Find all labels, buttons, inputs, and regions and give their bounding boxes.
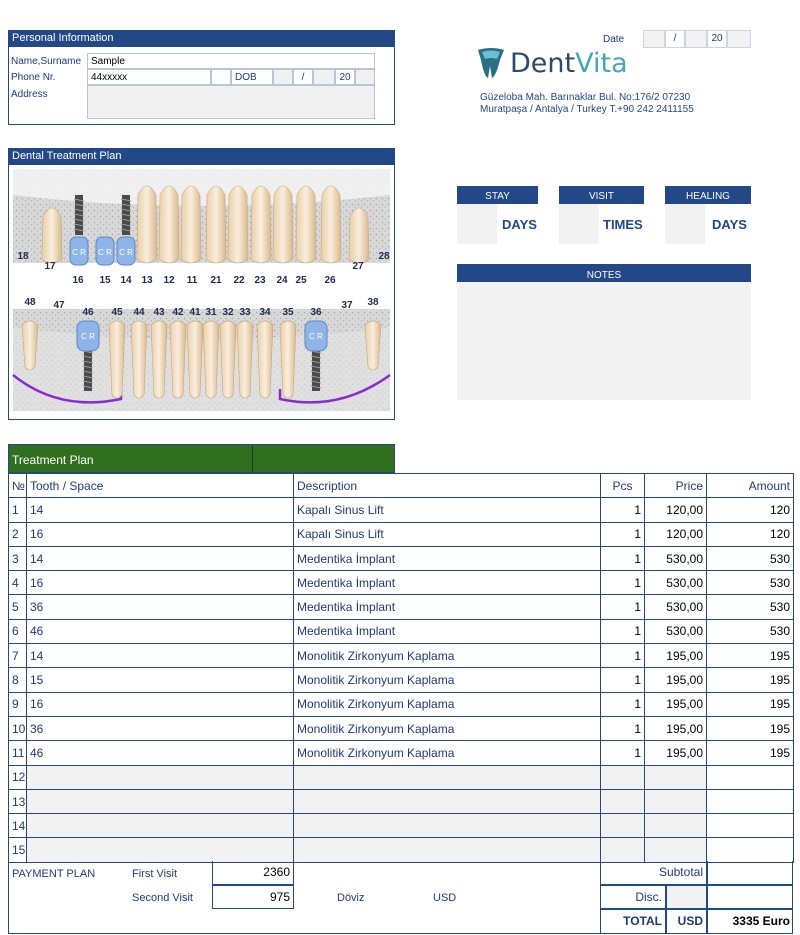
- table-row-empty[interactable]: [9, 765, 794, 789]
- treatment-plan-title: Treatment Plan: [12, 453, 94, 467]
- date-separator: /: [665, 30, 685, 48]
- personal-information-title: Personal Information: [8, 30, 395, 47]
- empty-cell[interactable]: [707, 814, 794, 838]
- row-pcs: 1: [601, 668, 645, 692]
- header-divider: [252, 445, 253, 474]
- table-row[interactable]: [9, 619, 794, 643]
- healing-input[interactable]: [665, 204, 705, 244]
- disc-amount[interactable]: [707, 885, 793, 909]
- upper-tooth[interactable]: [96, 237, 114, 265]
- col-amount-header: Amount: [707, 474, 794, 498]
- row-description: Medentika İmplant: [294, 595, 601, 619]
- row-number: 3: [9, 546, 27, 570]
- row-pcs: 1: [601, 692, 645, 716]
- payment-plan-label: PAYMENT PLAN: [12, 868, 96, 880]
- row-description: Monolitik Zirkonyum Kaplama: [294, 644, 601, 668]
- tooth-shape: [251, 186, 271, 263]
- tooth-shape: [131, 321, 147, 398]
- row-tooth: 46: [27, 741, 294, 765]
- upper-tooth[interactable]: [181, 186, 201, 263]
- row-pcs: 1: [601, 571, 645, 595]
- tooth-shape: [159, 186, 179, 263]
- crown-label: C R: [72, 248, 86, 257]
- tooth-shape: [321, 186, 341, 263]
- dental-treatment-plan-panel: [8, 148, 395, 420]
- row-amount: 530: [707, 546, 794, 570]
- upper-tooth-number: 17: [44, 261, 56, 272]
- table-row[interactable]: [9, 595, 794, 619]
- row-tooth: 14: [27, 644, 294, 668]
- second-visit-value[interactable]: 975: [212, 885, 294, 909]
- tooth-shape: [137, 186, 157, 263]
- empty-cell[interactable]: [601, 838, 645, 862]
- table-row[interactable]: [9, 546, 794, 570]
- currency-value: USD: [433, 892, 457, 904]
- tooth-shape: [296, 186, 316, 263]
- clinic-address-line2: Muratpaşa / Antalya / Turkey T.+90 242 2411155: [480, 104, 694, 115]
- upper-tooth-number: 15: [99, 275, 111, 286]
- tooth-shape: [228, 186, 248, 263]
- visit-input[interactable]: [559, 204, 599, 244]
- empty-cell[interactable]: [707, 838, 794, 862]
- total-currency: USD: [666, 909, 707, 933]
- lower-tooth-number: 38: [367, 297, 379, 308]
- crown-label: C R: [98, 248, 112, 257]
- row-number: 2: [9, 522, 27, 546]
- stay-input[interactable]: [457, 204, 497, 244]
- second-visit-label: Second Visit: [132, 892, 193, 904]
- table-row[interactable]: [9, 571, 794, 595]
- empty-cell[interactable]: [27, 765, 294, 789]
- row-pcs: 1: [601, 595, 645, 619]
- dentvita-logo-text: [510, 48, 628, 79]
- row-description: Monolitik Zirkonyum Kaplama: [294, 692, 601, 716]
- phone-field[interactable]: 44xxxxx: [87, 69, 211, 85]
- row-pcs: 1: [601, 716, 645, 740]
- lower-tooth[interactable]: [22, 321, 38, 370]
- upper-tooth-number: 16: [72, 275, 84, 286]
- empty-cell[interactable]: [645, 838, 707, 862]
- empty-cell[interactable]: [27, 814, 294, 838]
- row-tooth: 16: [27, 571, 294, 595]
- empty-cell[interactable]: [294, 838, 601, 862]
- phone-label: Phone Nr.: [11, 72, 56, 83]
- upper-tooth[interactable]: [251, 186, 271, 263]
- tooth-shape: [42, 208, 62, 263]
- row-price: 530,00: [645, 595, 707, 619]
- treatment-plan-header: [8, 444, 395, 473]
- col-pcs-header: Pcs: [601, 474, 645, 498]
- disc-label: Disc.: [600, 885, 666, 909]
- table-row[interactable]: [9, 741, 794, 765]
- empty-cell[interactable]: [601, 765, 645, 789]
- dentvita-logo-icon: [476, 46, 506, 80]
- lower-tooth[interactable]: [203, 321, 219, 398]
- row-pcs: 1: [601, 498, 645, 522]
- tooth-shape: [280, 321, 296, 398]
- crown-label: C R: [309, 332, 323, 341]
- row-description: Kapalı Sinus Lift: [294, 498, 601, 522]
- row-amount: 120: [707, 522, 794, 546]
- col-price-header: Price: [645, 474, 707, 498]
- upper-tooth-number: 18: [17, 251, 29, 262]
- lower-tooth-number: 43: [153, 307, 165, 318]
- row-number: 7: [9, 644, 27, 668]
- row-price: 195,00: [645, 668, 707, 692]
- name-field[interactable]: Sample: [87, 53, 375, 69]
- row-amount: 195: [707, 644, 794, 668]
- date-month-field[interactable]: [685, 30, 707, 48]
- col-description-header: Description: [294, 474, 601, 498]
- row-amount: 195: [707, 692, 794, 716]
- row-description: Medentika İmplant: [294, 571, 601, 595]
- notes-header: NOTES: [457, 264, 751, 282]
- total-value: 3335 Euro: [707, 909, 793, 933]
- dob-year-field[interactable]: [355, 69, 375, 85]
- empty-cell[interactable]: [645, 814, 707, 838]
- lower-tooth-number: 48: [24, 297, 36, 308]
- upper-tooth[interactable]: [273, 186, 293, 263]
- tooth-shape: [181, 186, 201, 263]
- row-number: 9: [9, 692, 27, 716]
- upper-tooth-number: 28: [378, 251, 390, 262]
- row-description: Monolitik Zirkonyum Kaplama: [294, 716, 601, 740]
- row-amount: 195: [707, 716, 794, 740]
- empty-cell[interactable]: [294, 814, 601, 838]
- lower-tooth-number: 34: [259, 307, 271, 318]
- crown-label: C R: [81, 332, 95, 341]
- tooth-shape: [109, 321, 125, 398]
- row-price: 195,00: [645, 692, 707, 716]
- payment-footer: [8, 861, 793, 934]
- treatment-plan-table: [8, 473, 794, 863]
- table-row[interactable]: [9, 692, 794, 716]
- date-day-field[interactable]: [643, 30, 665, 48]
- lower-tooth[interactable]: [187, 321, 203, 398]
- row-amount: 530: [707, 595, 794, 619]
- healing-unit: DAYS: [712, 217, 747, 232]
- address-field[interactable]: [87, 85, 375, 119]
- row-price: 120,00: [645, 522, 707, 546]
- upper-tooth-number: 24: [276, 275, 288, 286]
- row-price: 195,00: [645, 741, 707, 765]
- row-amount: 195: [707, 668, 794, 692]
- tooth-shape: [273, 186, 293, 263]
- clinic-address-line1: Güzeloba Mah. Barınaklar Bul. No:176/2 07230: [480, 92, 691, 103]
- upper-tooth[interactable]: [349, 208, 369, 263]
- logo-dent: Dent: [510, 48, 576, 79]
- col-no-header: №: [9, 474, 27, 498]
- date-year-prefix: 20: [707, 30, 727, 48]
- visit-unit: TIMES: [603, 217, 643, 232]
- row-tooth: 14: [27, 546, 294, 570]
- logo-vita: Vita: [575, 48, 628, 79]
- row-pcs: 1: [601, 546, 645, 570]
- empty-cell[interactable]: [27, 789, 294, 813]
- row-number: 1: [9, 498, 27, 522]
- row-number: 13: [9, 789, 27, 813]
- upper-tooth-number: 14: [120, 275, 132, 286]
- lower-tooth[interactable]: [220, 321, 236, 398]
- lower-tooth[interactable]: [109, 321, 125, 398]
- upper-tooth-number: 26: [324, 275, 336, 286]
- row-amount: 195: [707, 741, 794, 765]
- tooth-shape: [349, 208, 369, 263]
- lower-tooth-number: 37: [341, 300, 353, 311]
- tooth-shape: [170, 321, 186, 398]
- dental-chart-title: Dental Treatment Plan: [8, 148, 395, 165]
- stay-unit: DAYS: [502, 217, 537, 232]
- empty-cell[interactable]: [601, 789, 645, 813]
- dob-label: DOB: [231, 69, 273, 85]
- upper-tooth-number: 21: [210, 275, 222, 286]
- upper-tooth[interactable]: [321, 186, 341, 263]
- row-number: 5: [9, 595, 27, 619]
- currency-label: Döviz: [337, 892, 365, 904]
- row-description: Monolitik Zirkonyum Kaplama: [294, 741, 601, 765]
- empty-cell[interactable]: [707, 789, 794, 813]
- upper-tooth[interactable]: [42, 208, 62, 263]
- empty-cell[interactable]: [601, 814, 645, 838]
- personal-information-panel: [8, 30, 395, 125]
- lower-tooth-number: 44: [133, 307, 145, 318]
- row-tooth: 16: [27, 692, 294, 716]
- tooth-shape: [203, 321, 219, 398]
- row-pcs: 1: [601, 619, 645, 643]
- notes-field[interactable]: [457, 282, 751, 400]
- upper-tooth-number: 23: [254, 275, 266, 286]
- table-row-empty[interactable]: [9, 814, 794, 838]
- upper-tooth-number: 27: [352, 261, 364, 272]
- upper-tooth-number: 11: [186, 275, 198, 286]
- dob-day-field[interactable]: [273, 69, 293, 85]
- lower-tooth-number: 41: [189, 307, 201, 318]
- crown-label: C R: [119, 248, 133, 257]
- row-number: 6: [9, 619, 27, 643]
- row-price: 530,00: [645, 571, 707, 595]
- lower-tooth-number: 33: [239, 307, 251, 318]
- lower-tooth[interactable]: [257, 321, 273, 398]
- tooth-shape: [220, 321, 236, 398]
- dob-year-prefix: 20: [335, 69, 355, 85]
- empty-cell[interactable]: [645, 765, 707, 789]
- row-amount: 530: [707, 619, 794, 643]
- col-tooth-header: Tooth / Space: [27, 474, 294, 498]
- row-tooth: 36: [27, 716, 294, 740]
- row-pcs: 1: [601, 644, 645, 668]
- row-description: Medentika İmplant: [294, 619, 601, 643]
- table-row-empty[interactable]: [9, 789, 794, 813]
- table-row-empty[interactable]: [9, 838, 794, 862]
- lower-tooth-number: 45: [111, 307, 123, 318]
- tooth-shape: [151, 321, 167, 398]
- row-number: 15: [9, 838, 27, 862]
- implant-screw: [84, 347, 92, 391]
- empty-cell[interactable]: [707, 765, 794, 789]
- empty-cell[interactable]: [294, 765, 601, 789]
- lower-tooth[interactable]: [170, 321, 186, 398]
- tooth-shape: [206, 186, 226, 263]
- upper-tooth[interactable]: [228, 186, 248, 263]
- disc-value[interactable]: [666, 885, 707, 909]
- row-number: 8: [9, 668, 27, 692]
- row-number: 10: [9, 716, 27, 740]
- lower-tooth-number: 46: [82, 307, 94, 318]
- healing-header: HEALING: [665, 186, 751, 204]
- row-amount: 120: [707, 498, 794, 522]
- subtotal-value[interactable]: [707, 861, 793, 885]
- row-tooth: 46: [27, 619, 294, 643]
- lower-tooth-number: 35: [282, 307, 294, 318]
- row-price: 530,00: [645, 619, 707, 643]
- lower-tooth[interactable]: [280, 321, 296, 398]
- lower-tooth-number: 42: [172, 307, 184, 318]
- lower-tooth[interactable]: [131, 321, 147, 398]
- lower-tooth[interactable]: [365, 321, 381, 370]
- upper-tooth-number: 12: [163, 275, 175, 286]
- tooth-shape: [187, 321, 203, 398]
- empty-cell[interactable]: [27, 838, 294, 862]
- first-visit-label: First Visit: [132, 868, 178, 880]
- total-label: TOTAL: [600, 909, 666, 933]
- dob-month-field[interactable]: [313, 69, 335, 85]
- row-amount: 530: [707, 571, 794, 595]
- row-tooth: 14: [27, 498, 294, 522]
- row-description: Kapalı Sinus Lift: [294, 522, 601, 546]
- row-price: 530,00: [645, 546, 707, 570]
- row-tooth: 36: [27, 595, 294, 619]
- empty-cell[interactable]: [645, 789, 707, 813]
- empty-cell[interactable]: [294, 789, 601, 813]
- row-price: 195,00: [645, 644, 707, 668]
- upper-tooth[interactable]: [206, 186, 226, 263]
- row-price: 195,00: [645, 716, 707, 740]
- tooth-shape: [237, 321, 253, 398]
- upper-tooth-number: 13: [141, 275, 153, 286]
- row-pcs: 1: [601, 522, 645, 546]
- row-pcs: 1: [601, 741, 645, 765]
- phone-extra-field[interactable]: [211, 69, 231, 85]
- table-row[interactable]: [9, 668, 794, 692]
- upper-tooth[interactable]: [159, 186, 179, 263]
- row-number: 12: [9, 765, 27, 789]
- lower-tooth[interactable]: [237, 321, 253, 398]
- upper-tooth[interactable]: [296, 186, 316, 263]
- upper-tooth-number: 22: [233, 275, 245, 286]
- tooth-shape: [257, 321, 273, 398]
- row-tooth: 16: [27, 522, 294, 546]
- table-row[interactable]: [9, 716, 794, 740]
- tooth-shape: [22, 321, 38, 370]
- row-price: 120,00: [645, 498, 707, 522]
- implant-screw: [312, 347, 320, 391]
- lower-tooth-number: 47: [53, 300, 65, 311]
- upper-tooth-number: 25: [295, 275, 307, 286]
- visit-header: VISIT: [559, 186, 644, 204]
- address-label: Address: [11, 89, 48, 100]
- date-label: Date: [603, 34, 625, 45]
- table-row[interactable]: [9, 498, 794, 522]
- upper-tooth[interactable]: [137, 186, 157, 263]
- stay-header: STAY: [457, 186, 538, 204]
- table-header-row: [9, 474, 794, 498]
- dob-separator: /: [293, 69, 313, 85]
- row-number: 14: [9, 814, 27, 838]
- tooth-shape: [365, 321, 381, 370]
- lower-tooth-number: 32: [222, 307, 234, 318]
- row-number: 4: [9, 571, 27, 595]
- lower-tooth[interactable]: [151, 321, 167, 398]
- name-label: Name,Surname: [11, 56, 82, 67]
- row-tooth: 15: [27, 668, 294, 692]
- row-number: 11: [9, 741, 27, 765]
- lower-tooth-number: 31: [205, 307, 217, 318]
- dental-chart-diagram[interactable]: [9, 167, 394, 419]
- table-row[interactable]: [9, 522, 794, 546]
- subtotal-label: Subtotal: [600, 861, 707, 885]
- first-visit-value[interactable]: 2360: [212, 861, 294, 885]
- date-year-field[interactable]: [727, 30, 751, 48]
- table-row[interactable]: [9, 644, 794, 668]
- row-description: Medentika İmplant: [294, 546, 601, 570]
- row-description: Monolitik Zirkonyum Kaplama: [294, 668, 601, 692]
- lower-tooth-number: 36: [310, 307, 322, 318]
